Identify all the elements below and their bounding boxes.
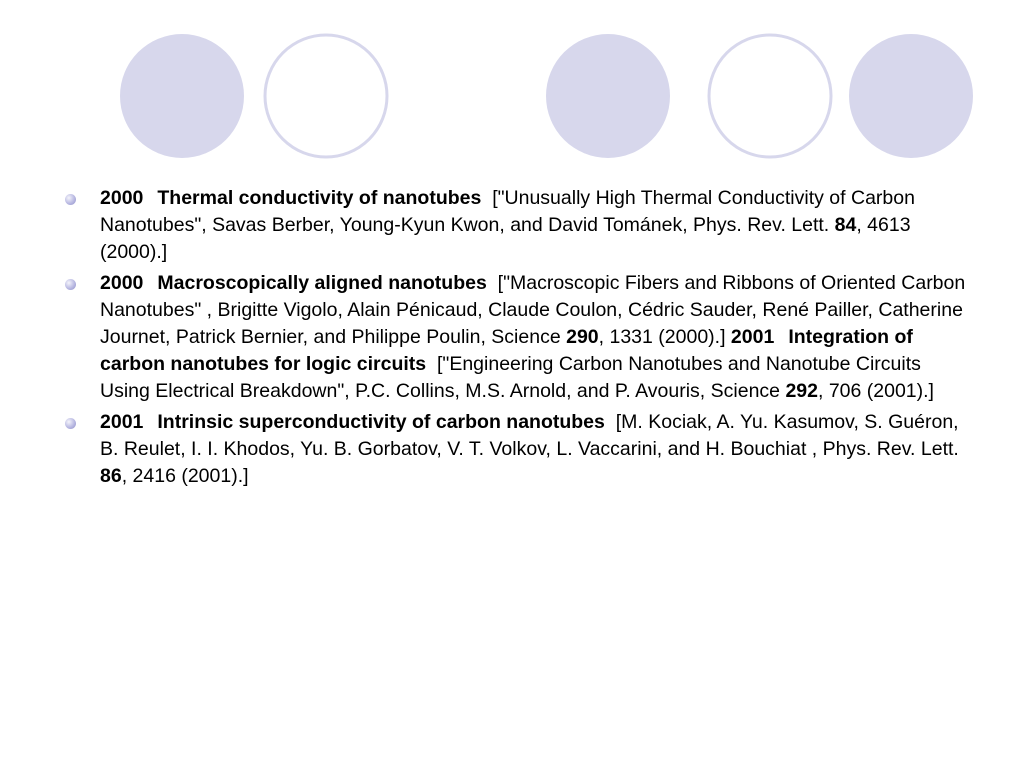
item-reference-tail: , 4613 (2000).]: [100, 214, 911, 263]
item-year: 2000: [100, 187, 144, 209]
item-volume: 86: [100, 465, 122, 487]
item-year: 2001: [100, 411, 144, 433]
item-reference-tail: , 2416 (2001).]: [121, 465, 249, 487]
decor-circle-filled-1: [120, 34, 244, 158]
bullet-icon: [65, 418, 76, 429]
decor-circle-filled-2: [546, 34, 670, 158]
item-year-2: 2001: [730, 326, 775, 348]
item-topic: Thermal conductivity of nanotubes: [157, 187, 482, 209]
item-reference-tail: , 1331 (2000).]: [598, 326, 731, 348]
item-reference: ["Unusually High Thermal Conductivity of Carbon Nanotubes", Savas Berber, Young-Kyun Kwon, and David Tománek, Phys. Rev. Lett.: [100, 187, 915, 236]
list-item: [62, 409, 972, 490]
item-topic: Macroscopically aligned nanotubes: [157, 272, 487, 294]
list-item: [62, 270, 972, 405]
item-volume: 290: [566, 326, 599, 348]
slide-body: [62, 185, 972, 494]
item-reference-tail-2: , 706 (2001).]: [817, 380, 934, 402]
bullet-icon: [65, 279, 76, 290]
list-item: [62, 185, 972, 266]
item-reference: ["Macroscopic Fibers and Ribbons of Oriented Carbon Nanotubes" , Brigitte Vigolo, Alain Pénicaud, Claude Coulon, Cédric Sauder, René Pailler, Catherine Journet, Patrick Bernier, and Philippe Poulin, Science: [100, 272, 966, 348]
decorative-circles: [0, 0, 1024, 170]
bullet-icon: [65, 194, 76, 205]
decor-circle-outline-2: [709, 35, 831, 157]
item-topic: Intrinsic superconductivity of carbon nanotubes: [157, 411, 605, 433]
item-volume-2: 292: [785, 380, 818, 402]
decor-circle-outline-1: [265, 35, 387, 157]
item-volume: 84: [834, 214, 857, 236]
decor-circle-filled-3: [849, 34, 973, 158]
item-topic-2: Integration of carbon nanotubes for logic circuits: [100, 326, 913, 375]
item-year: 2000: [100, 272, 144, 294]
item-reference-2: ["Engineering Carbon Nanotubes and Nanotube Circuits Using Electrical Breakdown", P.C. Collins, M.S. Arnold, and P. Avouris, Science: [100, 353, 921, 402]
item-reference: [M. Kociak, A. Yu. Kasumov, S. Guéron, B. Reulet, I. I. Khodos, Yu. B. Gorbatov, V. T. Volkov, L. Vaccarini, and H. Bouchiat , Phys. Rev. Lett.: [100, 411, 959, 460]
